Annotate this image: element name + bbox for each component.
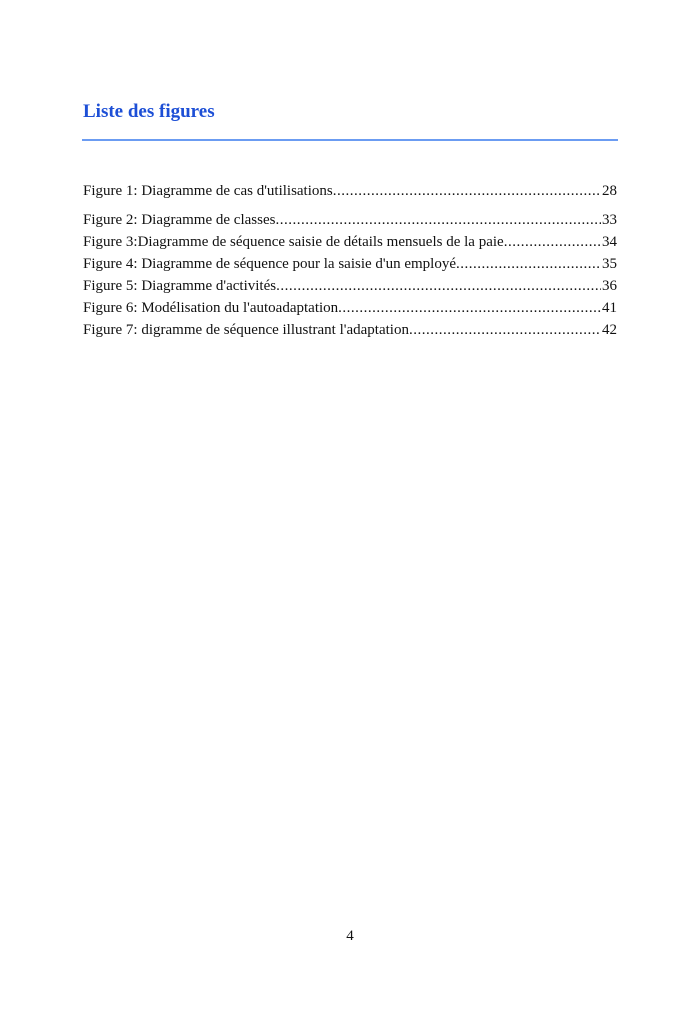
dot-leader (409, 319, 601, 341)
dot-leader (333, 180, 601, 202)
dot-leader (456, 253, 601, 275)
entry-page: 34 (602, 234, 617, 250)
page-title: Liste des figures (83, 101, 215, 122)
entry-page: 41 (602, 300, 617, 316)
dot-leader (276, 275, 601, 297)
entry-label: Figure 2: Diagramme de classes (83, 212, 276, 228)
entry-label: Figure 4: Diagramme de séquence pour la saisie d'un employé (83, 256, 457, 272)
entry-label: Figure 3:Diagramme de séquence saisie de détails mensuels de la paie (83, 234, 504, 250)
page-number: 4 (346, 928, 354, 944)
title-divider (82, 139, 618, 141)
figure-entry-6[interactable] (83, 297, 617, 319)
entry-label: Figure 5: Diagramme d'activités (83, 278, 277, 294)
entry-label: Figure 6: Modélisation du l'autoadaptation (83, 300, 339, 316)
figure-entry-5[interactable] (83, 275, 617, 297)
entry-label: Figure 7: digramme de séquence illustrant l'adaptation (83, 322, 409, 338)
dot-leader (504, 231, 601, 253)
figure-list (83, 180, 617, 341)
entry-page: 36 (602, 278, 617, 294)
figure-entry-2[interactable] (83, 209, 617, 231)
entry-page: 28 (602, 183, 617, 199)
entry-page: 33 (602, 212, 617, 228)
dot-leader (275, 209, 601, 231)
dot-leader (338, 297, 601, 319)
figure-entry-1[interactable] (83, 180, 617, 202)
figure-entry-7[interactable] (83, 319, 617, 341)
entry-page: 35 (602, 256, 617, 272)
entry-page: 42 (602, 322, 617, 338)
figure-entry-3[interactable] (83, 231, 617, 253)
figure-entry-4[interactable] (83, 253, 617, 275)
entry-label: Figure 1: Diagramme de cas d'utilisations (83, 183, 333, 199)
